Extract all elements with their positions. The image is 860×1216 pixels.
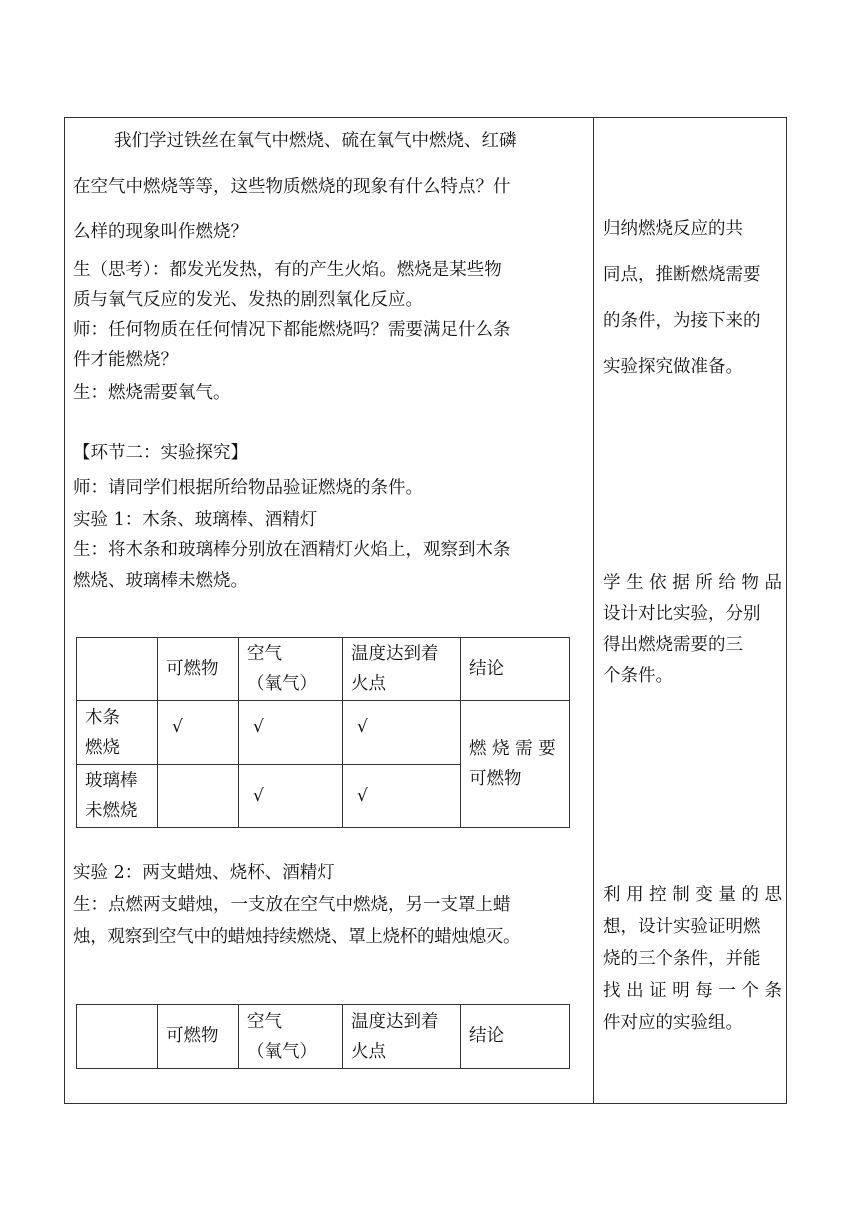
side-note-2-line-1: 学 生 依 据 所 给 物 品 [603,573,782,593]
paragraph-6-line-2: 燃烧、玻璃棒未燃烧。 [73,571,248,591]
side-note-1-line-3: 的条件，为接下来的 [603,311,761,331]
side-note-3-line-5: 件对应的实验组。 [603,1013,743,1033]
side-note-1-line-4: 实验探究做准备。 [603,357,743,377]
side-note-3-line-1: 利 用 控 制 变 量 的 思 [603,885,782,905]
check-mark: √ [239,701,343,765]
experiment-1-table [76,637,570,828]
side-note-1-line-1: 归纳燃烧反应的共 [603,219,743,239]
side-note-3-line-3: 烧的三个条件，并能 [603,949,761,969]
table-corner-cell [77,1005,158,1069]
header-temperature: 温度达到着 火点 [343,638,461,701]
paragraph-3-line-1: 师：任何物质在任何情况下都能燃烧吗？需要满足什么条 [73,320,511,340]
section-heading-2: 【环节二：实验探究】 [73,443,248,463]
experiment-1-title: 实验 1：木条、玻璃棒、酒精灯 [73,510,318,530]
check-mark: √ [239,765,343,828]
table-row [77,701,570,765]
experiment-2-table [76,1004,570,1069]
paragraph-1-line-1: 我们学过铁丝在氧气中燃烧、硫在氧气中燃烧、红磷 [114,131,517,151]
table-corner-cell [77,638,158,701]
header-combustible: 可燃物 [158,1005,239,1069]
check-mark: √ [343,701,461,765]
header-temperature: 温度达到着 火点 [343,1005,461,1069]
paragraph-5: 师：请同学们根据所给物品验证燃烧的条件。 [73,478,423,498]
paragraph-6-line-1: 生：将木条和玻璃棒分别放在酒精灯火焰上，观察到木条 [73,540,511,560]
check-mark: √ [158,701,239,765]
conclusion-cell: 燃 烧 需 要 可燃物 [461,701,570,828]
check-mark: √ [343,765,461,828]
paragraph-1-line-2: 在空气中燃烧等等，这些物质燃烧的现象有什么特点？什 [73,177,511,197]
side-note-3-line-2: 想，设计实验证明燃 [603,917,761,937]
side-note-2-line-3: 得出燃烧需要的三 [603,635,743,655]
side-note-1-line-2: 同点，推断燃烧需要 [603,265,761,285]
table-header-row [77,638,570,701]
header-air: 空气 （氧气） [239,638,343,701]
empty-cell [158,765,239,828]
side-note-2-line-2: 设计对比实验，分别 [603,604,761,624]
paragraph-1-line-3: 么样的现象叫作燃烧？ [73,222,248,242]
table-header-row [77,1005,570,1069]
paragraph-4: 生：燃烧需要氧气。 [73,383,231,403]
paragraph-7-line-2: 烛，观察到空气中的蜡烛持续燃烧、罩上烧杯的蜡烛熄灭。 [73,927,521,947]
side-note-2-line-4: 个条件。 [603,666,673,686]
paragraph-7-line-1: 生：点燃两支蜡烛，一支放在空气中燃烧，另一支罩上蜡 [73,895,511,915]
paragraph-2-line-1: 生（思考）：都发光发热，有的产生火焰。燃烧是某些物 [73,260,502,280]
header-conclusion: 结论 [461,1005,570,1069]
header-air: 空气 （氧气） [239,1005,343,1069]
paragraph-2-line-2: 质与氧气反应的发光、发热的剧烈氧化反应。 [73,290,423,310]
experiment-2-title: 实验 2：两支蜡烛、烧杯、酒精灯 [73,863,335,883]
row-label-glass-rod: 玻璃棒 未燃烧 [77,765,158,828]
paragraph-3-line-2: 件才能燃烧？ [73,350,178,370]
header-conclusion: 结论 [461,638,570,701]
header-combustible: 可燃物 [158,638,239,701]
side-note-3-line-4: 找 出 证 明 每 一 个 条 [603,981,782,1001]
column-divider [593,117,594,1104]
row-label-wood: 木条 燃烧 [77,701,158,765]
